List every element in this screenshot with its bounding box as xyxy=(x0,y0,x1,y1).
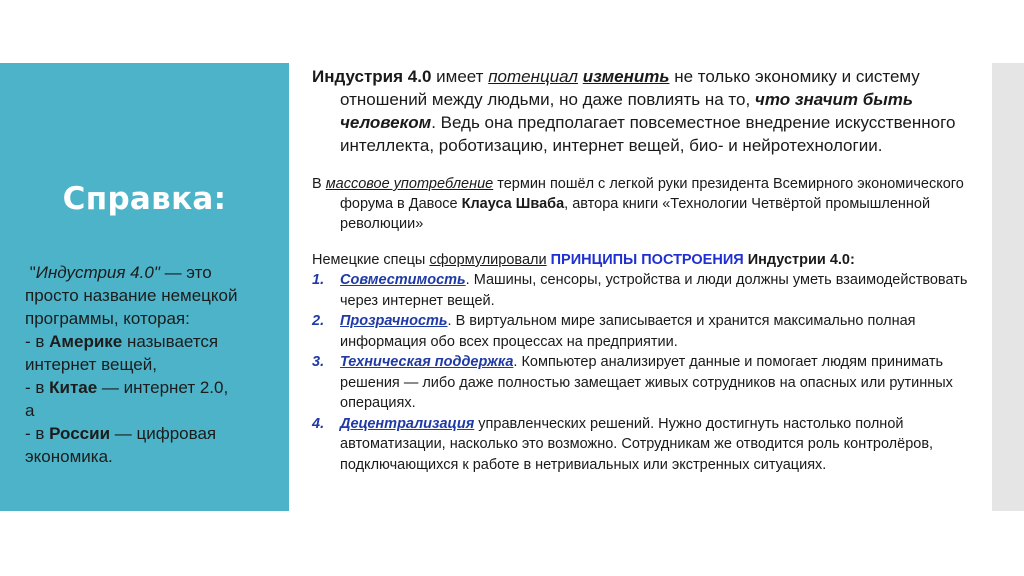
origin-paragraph: В массовое употребление термин пошёл с легкой руки президента Всемирного экономического форума в Давосе Клауса Шваба, автора книги «Технологии Четвёртой промышленной революции» xyxy=(312,176,964,232)
panel-line-1: "Индустрия 4.0" — это xyxy=(29,263,212,282)
principles-heading: Немецкие спецы сформулировали ПРИНЦИПЫ ПОСТРОЕНИЯ Индустрии 4.0: xyxy=(312,252,855,268)
panel-america: - в Америке называется xyxy=(25,332,219,351)
intro-paragraph: Индустрия 4.0 имеет потенциал изменить не только экономику и систему отношений между людьми, но даже повлиять на то, что значит быть человеком. Ведь она предполагает повсеместное внедрение искусственного интеллекта, роботизацию, интернет вещей, био- и нейротехнологии. xyxy=(312,67,956,155)
panel-russia-2: экономика. xyxy=(25,447,113,466)
panel-china-2: а xyxy=(25,401,35,420)
info-panel xyxy=(0,63,289,511)
principles-list xyxy=(312,270,988,475)
panel-line-3: программы, которая: xyxy=(25,309,190,328)
scrollbar[interactable] xyxy=(992,63,1024,511)
list-item: 3. Техническая поддержка. Компьютер анализирует данные и помогает людям принимать решения — либо даже полностью замещает живых сотрудников на опасных или рутинных операциях. xyxy=(312,354,953,411)
panel-russia: - в России — цифровая xyxy=(25,424,217,443)
list-item: 4. Децентрализация управленческих решений. Нужно достигнуть настолько полной автоматизации, насколько это возможно. Сотрудникам же отводится роль контролёров, подключающихся к работе в нетривиальных или экстренных ситуациях. xyxy=(312,415,934,473)
main-text xyxy=(312,65,988,475)
panel-china: - в Китае — интернет 2.0, xyxy=(25,378,229,397)
list-item: 2. Прозрачность. В виртуальном мире записывается и хранится максимально полная информация обо всех процессах на предприятии. xyxy=(312,313,916,350)
panel-term: Индустрия 4.0" xyxy=(35,263,160,282)
list-item: 1. Совместимость. Машины, сенсоры, устройства и люди должны уметь взаимодействовать через интернет вещей. xyxy=(312,272,968,309)
panel-title: Справка: xyxy=(62,181,227,217)
panel-body xyxy=(25,261,280,468)
panel-line-2: просто название немецкой xyxy=(25,286,238,305)
panel-america-2: интернет вещей, xyxy=(25,355,157,374)
